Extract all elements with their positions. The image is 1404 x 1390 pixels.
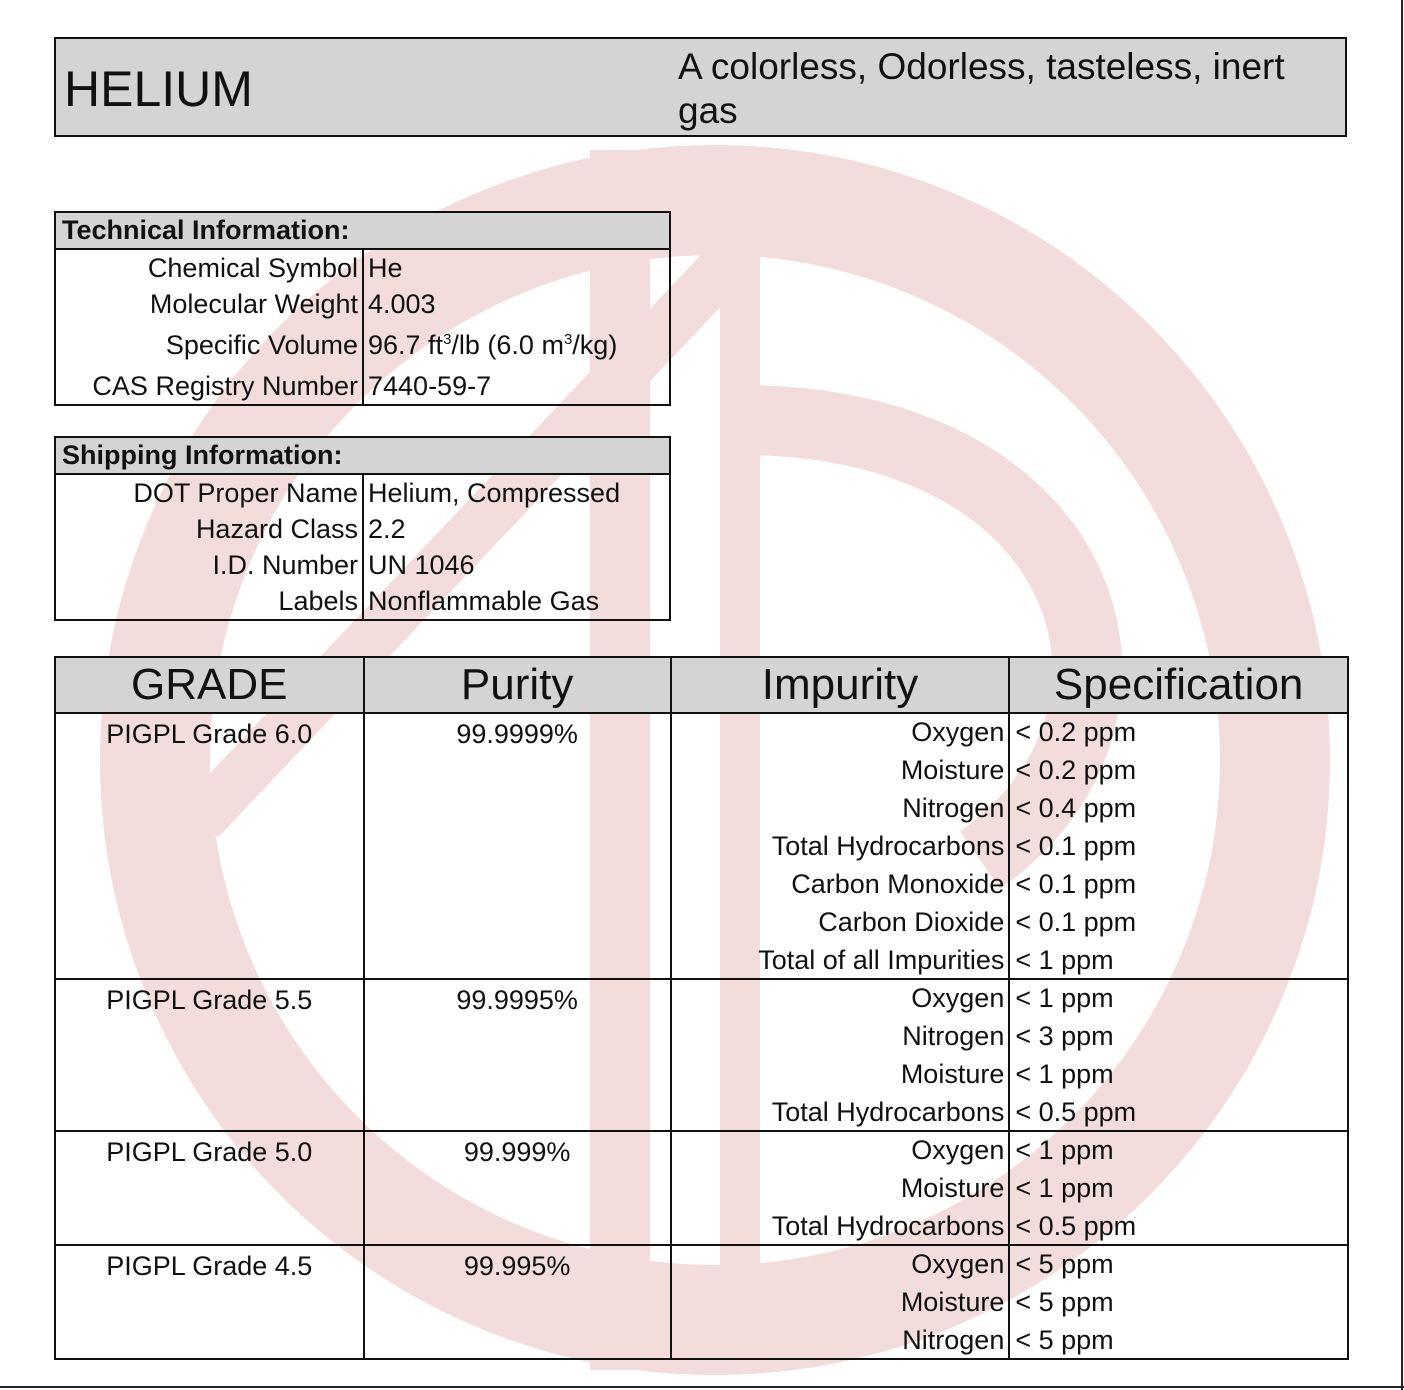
shipping-info-heading: Shipping Information: bbox=[55, 437, 670, 474]
grade-cell bbox=[55, 979, 364, 1131]
impurity-name: Moisture bbox=[900, 1059, 1005, 1089]
table-row bbox=[55, 547, 670, 583]
product-title: HELIUM bbox=[64, 61, 253, 117]
page-border-bottom bbox=[0, 1386, 1404, 1388]
impurity-name: Moisture bbox=[900, 1173, 1005, 1203]
purity-value: 99.995% bbox=[463, 1251, 571, 1281]
impurity-name: Oxygen bbox=[911, 1135, 1005, 1165]
impurity-name: Total Hydrocarbons bbox=[771, 1211, 1005, 1241]
id-number-label: I.D. Number bbox=[55, 547, 363, 583]
grade-cell bbox=[55, 713, 364, 979]
grade-name: PIGPL Grade 5.5 bbox=[106, 985, 313, 1015]
chemical-symbol-value: He bbox=[363, 249, 670, 286]
impurity-name: Total Hydrocarbons bbox=[771, 1097, 1005, 1127]
specification-value: < 5 ppm bbox=[1015, 1249, 1114, 1279]
id-number-value: UN 1046 bbox=[363, 547, 670, 583]
impurity-name: Carbon Dioxide bbox=[818, 907, 1005, 937]
molecular-weight-label: Molecular Weight bbox=[55, 286, 363, 322]
specification-value: < 1 ppm bbox=[1015, 1135, 1114, 1165]
specification-value: < 0.2 ppm bbox=[1015, 755, 1137, 785]
purity-cell bbox=[364, 1131, 671, 1245]
molecular-weight-value: 4.003 bbox=[363, 286, 670, 322]
cas-number-value: 7440-59-7 bbox=[363, 368, 670, 405]
impurity-name: Total of all Impurities bbox=[758, 945, 1005, 975]
table-row bbox=[55, 713, 1348, 979]
table-row bbox=[55, 511, 670, 547]
impurity-cell bbox=[671, 713, 1010, 979]
labels-label: Labels bbox=[55, 583, 363, 620]
impurity-cell bbox=[671, 1131, 1010, 1245]
shipping-info-table bbox=[54, 436, 671, 621]
grade-column-header: GRADE bbox=[55, 657, 364, 713]
product-description: A colorless, Odorless, tasteless, inert gas bbox=[678, 46, 1285, 131]
table-row bbox=[55, 1131, 1348, 1245]
purity-column-header: Purity bbox=[364, 657, 671, 713]
impurity-name: Moisture bbox=[900, 1287, 1005, 1317]
table-row bbox=[55, 979, 1348, 1131]
impurity-name: Oxygen bbox=[911, 717, 1005, 747]
table-row bbox=[55, 322, 670, 368]
grade-name: PIGPL Grade 6.0 bbox=[106, 719, 313, 749]
grade-cell bbox=[55, 1131, 364, 1245]
grade-name: PIGPL Grade 4.5 bbox=[106, 1251, 313, 1281]
page-border-right bbox=[1401, 0, 1403, 1390]
specification-cell bbox=[1009, 713, 1348, 979]
impurity-name: Nitrogen bbox=[902, 793, 1005, 823]
labels-value: Nonflammable Gas bbox=[363, 583, 670, 620]
specification-value: < 5 ppm bbox=[1015, 1287, 1114, 1317]
impurity-name: Moisture bbox=[900, 755, 1005, 785]
purity-cell bbox=[364, 713, 671, 979]
hazard-class-label: Hazard Class bbox=[55, 511, 363, 547]
technical-info-heading: Technical Information: bbox=[55, 212, 670, 249]
specification-value: < 5 ppm bbox=[1015, 1325, 1114, 1355]
purity-value: 99.9995% bbox=[456, 985, 578, 1015]
technical-info-table bbox=[54, 211, 671, 406]
purity-cell bbox=[364, 979, 671, 1131]
impurity-name: Carbon Monoxide bbox=[791, 869, 1005, 899]
specific-volume-value: 96.7 $ft^3/lb$ (6.0 $m^3/kg$) bbox=[363, 322, 670, 368]
purity-value: 99.9999% bbox=[456, 719, 578, 749]
specification-value: < 1 ppm bbox=[1015, 1059, 1114, 1089]
specification-value: < 1 ppm bbox=[1015, 1173, 1114, 1203]
table-row bbox=[55, 249, 670, 286]
impurity-name: Total Hydrocarbons bbox=[771, 831, 1005, 861]
cas-number-label: CAS Registry Number bbox=[55, 368, 363, 405]
impurity-cell bbox=[671, 979, 1010, 1131]
specification-value: < 0.1 ppm bbox=[1015, 869, 1137, 899]
specification-cell bbox=[1009, 1245, 1348, 1359]
purity-value: 99.999% bbox=[463, 1137, 571, 1167]
impurity-column-header: Impurity bbox=[671, 657, 1010, 713]
table-row bbox=[55, 1245, 1348, 1359]
specification-value: < 0.5 ppm bbox=[1015, 1097, 1137, 1127]
specific-volume-label: Specific Volume bbox=[55, 322, 363, 368]
specification-cell bbox=[1009, 1131, 1348, 1245]
table-row bbox=[55, 368, 670, 405]
chemical-symbol-label: Chemical Symbol bbox=[55, 249, 363, 286]
specification-value: < 0.1 ppm bbox=[1015, 907, 1137, 937]
specification-value: < 1 ppm bbox=[1015, 983, 1114, 1013]
specification-cell bbox=[1009, 979, 1348, 1131]
purity-cell bbox=[364, 1245, 671, 1359]
specification-value: < 0.2 ppm bbox=[1015, 717, 1137, 747]
impurity-name: Nitrogen bbox=[902, 1021, 1005, 1051]
impurity-name: Oxygen bbox=[911, 1249, 1005, 1279]
specification-value: < 3 ppm bbox=[1015, 1021, 1114, 1051]
dot-name-value: Helium, Compressed bbox=[363, 474, 670, 511]
impurity-name: Nitrogen bbox=[902, 1325, 1005, 1355]
specification-value: < 0.4 ppm bbox=[1015, 793, 1137, 823]
grade-cell bbox=[55, 1245, 364, 1359]
specification-column-header: Specification bbox=[1009, 657, 1348, 713]
impurity-name: Oxygen bbox=[911, 983, 1005, 1013]
specification-value: < 1 ppm bbox=[1015, 945, 1114, 975]
impurity-cell bbox=[671, 1245, 1010, 1359]
table-row bbox=[55, 286, 670, 322]
specification-value: < 0.5 ppm bbox=[1015, 1211, 1137, 1241]
table-row bbox=[55, 583, 670, 620]
dot-name-label: DOT Proper Name bbox=[55, 474, 363, 511]
product-header bbox=[54, 37, 1347, 137]
table-row bbox=[55, 474, 670, 511]
grade-name: PIGPL Grade 5.0 bbox=[106, 1137, 313, 1167]
hazard-class-value: 2.2 bbox=[363, 511, 670, 547]
specification-value: < 0.1 ppm bbox=[1015, 831, 1137, 861]
grade-specification-table bbox=[54, 656, 1349, 1360]
